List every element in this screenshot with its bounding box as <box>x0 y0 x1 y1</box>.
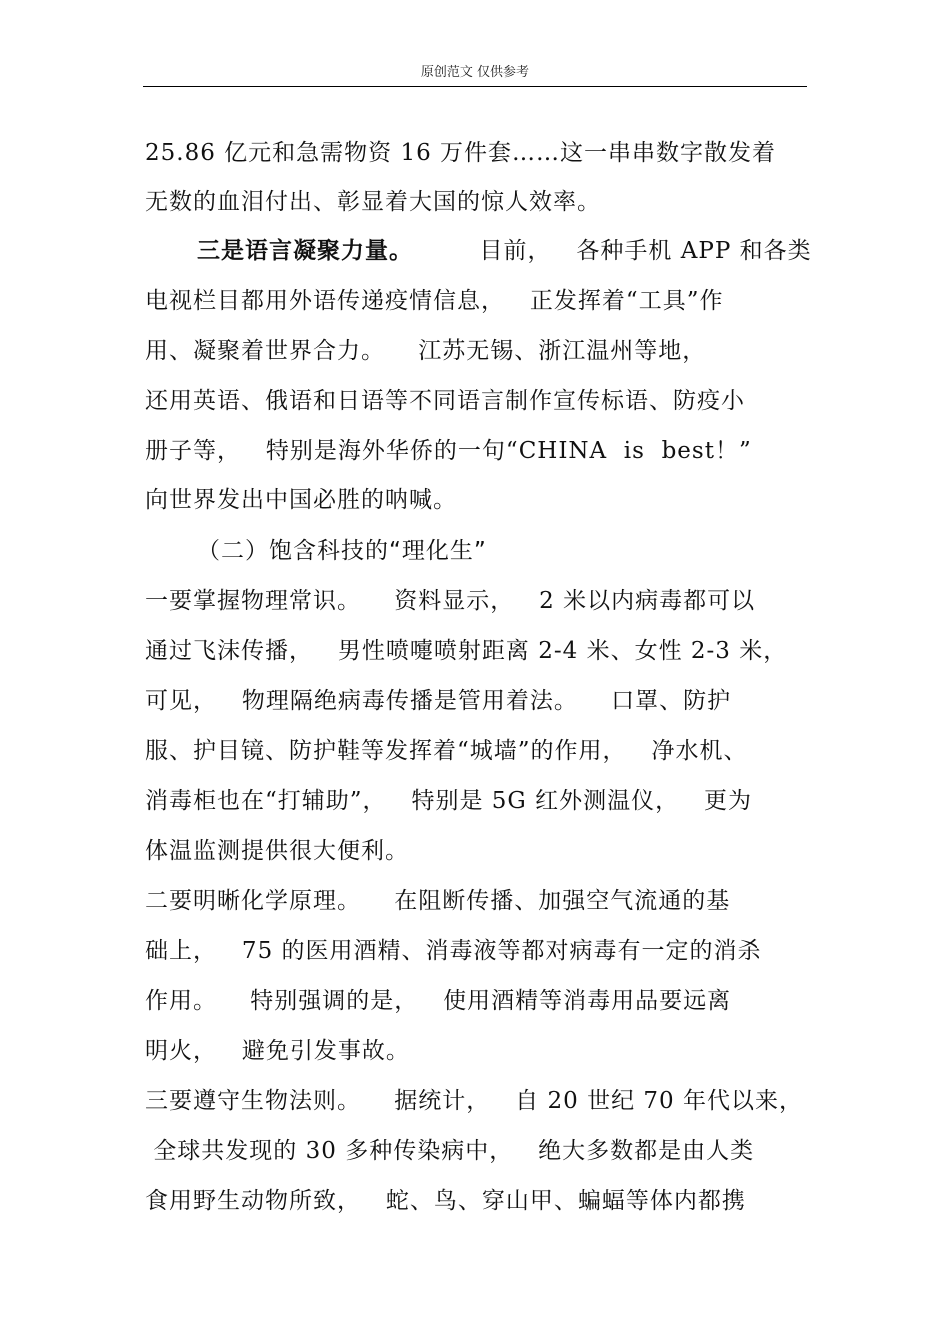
body-line: 一要掌握物理常识。 资料显示， 2 米以内病毒都可以 <box>145 588 756 614</box>
body-line: 三要遵守生物法则。 据统计， 自 20 世纪 70 年代以来， <box>145 1088 803 1114</box>
body-line: 册子等， 特别是海外华侨的一句“CHINA is best！” <box>145 438 752 464</box>
body-line-with-lead <box>197 236 812 266</box>
section-lead-bold: 三是语言凝聚力量。 <box>197 238 413 264</box>
body-line: 作用。 特别强调的是， 使用酒精等消毒用品要远离 <box>145 988 732 1014</box>
body-line: 向世界发出中国必胜的呐喊。 <box>145 487 457 513</box>
body-line: 二要明晰化学原理。 在阻断传播、加强空气流通的基 <box>145 888 731 914</box>
body-line: 消毒柜也在“打辅助”， 特别是 5G 红外测温仪， 更为 <box>145 788 753 814</box>
page-header: 原创范文 仅供参考 <box>143 62 807 87</box>
body-line: 无数的血泪付出、彰显着大国的惊人效率。 <box>145 189 601 215</box>
body-line: 服、护目镜、防护鞋等发挥着“城墙”的作用， 净水机、 <box>145 738 748 764</box>
body-line: 明火， 避免引发事故。 <box>145 1038 410 1064</box>
section-heading: （二）饱含科技的“理化生” <box>197 538 487 564</box>
body-line: 通过飞沫传播， 男性喷嚏喷射距离 2-4 米、女性 2-3 米， <box>145 638 788 664</box>
body-line: 食用野生动物所致， 蛇、鸟、穿山甲、蝙蝠等体内都携 <box>145 1188 746 1214</box>
body-line: 目前， 各种手机 APP 和各类 <box>479 238 812 264</box>
body-line: 体温监测提供很大便利。 <box>145 838 409 864</box>
body-line: 25.86 亿元和急需物资 16 万件套……这一串串数字散发着 <box>145 140 777 166</box>
body-line: 电视栏目都用外语传递疫情信息， 正发挥着“工具”作 <box>145 288 724 314</box>
body-line: 可见， 物理隔绝病毒传播是管用着法。 口罩、防护 <box>145 688 732 714</box>
body-line: 还用英语、俄语和日语等不同语言制作宣传标语、防疫小 <box>145 388 745 414</box>
body-line: 础上， 75 的医用酒精、消毒液等都对病毒有一定的消杀 <box>145 938 762 964</box>
body-line: 用、凝聚着世界合力。 江苏无锡、浙江温州等地， <box>145 338 707 364</box>
body-line: 全球共发现的 30 多种传染病中， 绝大多数都是由人类 <box>145 1138 755 1164</box>
